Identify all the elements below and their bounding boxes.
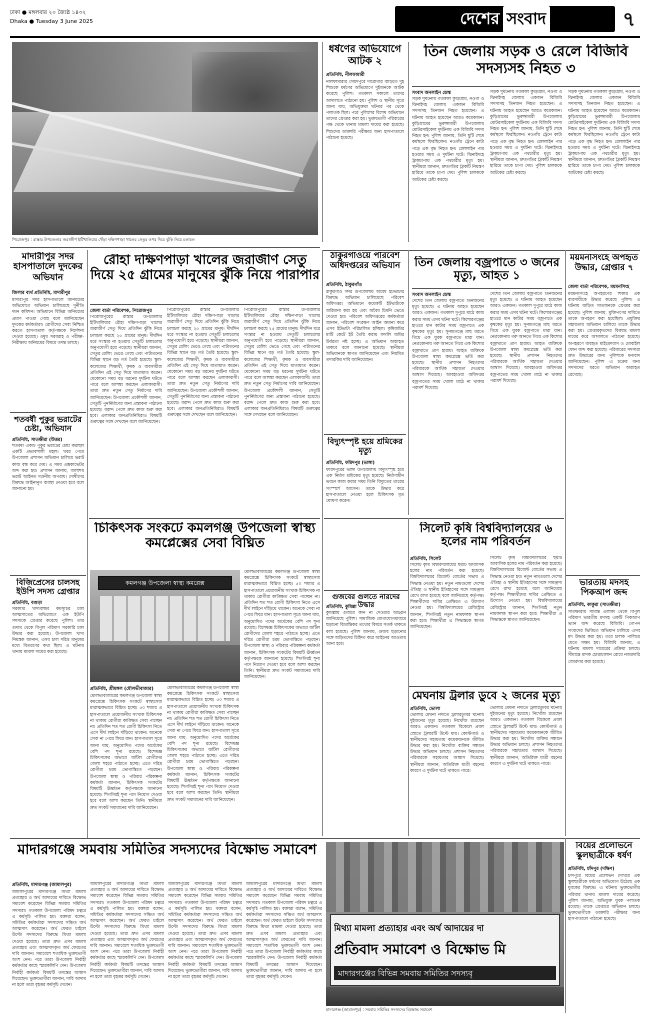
thakurgaon-byline: প্রতিনিধি, ঠাকুরগাঁও bbox=[326, 283, 362, 288]
madaripur-somobay-headline: মাদারগঞ্জে সমবায় সমিতির সদস্যদের বিক্ষোভ সমাবেশ bbox=[17, 842, 317, 858]
section-rule bbox=[89, 518, 320, 519]
kamalganj-photo bbox=[90, 570, 240, 682]
madaripur-somobay-body-col2: জামালপুরের মাদারগঞ্জে মিথ্যা মামলা প্রত্যাহার ও অর্থ আদায়ের দাবিতে বিক্ষোভ সমাবেশ করেছেন বিভিন্ন সমবায় সমিতির সদস্যরা। গতকাল উপজেলা পরিষদ চত্বরে এ কর্মসূচি পালিত হয়। বক্তারা বলেন, সমিতির কর্মকর্তারা সদস্যদের সঞ্চিত অর্থ আত্মসাৎ করেছেন। অর্থ ফেরত চাইলে উল্টো সদস্যদের বিরুদ্ধে মিথ্যা মামলা দেওয়া হয়েছে। তারা দ্রুত এসব মামলা প্রত্যাহার এবং আত্মসাৎকৃত অর্থ ফেরতের দাবি জানান। সমাবেশে শতাধিক ভুক্তভোগী অংশ নেন। পরে তারা উপজেলা নির্বাহী কর্মকর্তার কাছে স্মারকলিপি দেন। উপজেলা নির্বাহী কর্মকর্তা বিষয়টি তদন্তের আশ্বাস দিয়েছেন। ভুক্তভোগীরা জানান, দাবি আদায় না হলে তারা বৃহত্তর কর্মসূচি দেবেন। bbox=[90, 882, 164, 981]
col-divider bbox=[408, 250, 409, 515]
kamalganj-photo-sign: কমলগঞ্জ উপজেলা স্বাস্থ্য কমপ্লেক্স bbox=[125, 580, 205, 587]
biye-byline: প্রতিনিধি, চাঁদপুর (দক্ষিণ) bbox=[568, 867, 615, 872]
guzob-headline: গুজবের গুলতে নারদের উদ্ধার bbox=[332, 593, 400, 610]
guzob-byline: প্রতিনিধি, কুমিল্লা bbox=[326, 605, 357, 610]
masthead bbox=[395, 6, 615, 32]
masthead-part-b: সংবাদ bbox=[503, 6, 550, 33]
bharatiya-mod-headline: ভারতীয় মদসহ পিকআপ জব্দ bbox=[579, 579, 629, 598]
madaripur-hospital-headline: মাদারীপুর সদর হাসপাতালে দুদকের অভিযান bbox=[13, 252, 83, 283]
bharatiya-mod-body: সাতক্ষীরায় সীমান্ত এলাকা থেকে বিপুল পরিমাণ ভারতীয় মদসহ একটি পিকআপ ভ্যান জব্দ করেছে বিজিবি। গোপন সংবাদের ভিত্তিতে অভিযান চালিয়ে এসব মদ উদ্ধার করা হয়। তবে চালক পালিয়ে যেতে সক্ষম হয়। বিজিবি জানায়, এ ঘটনায় মামলা দায়েরের প্রক্রিয়া চলছে। সীমান্তে মাদক চোরাচালান রোধে নজরদারি জোরদার করা হয়েছে। bbox=[568, 610, 640, 665]
section-rule bbox=[324, 434, 406, 435]
mymensingh-headline: ময়মনসিংহে অপহৃত উদ্ধার, গ্রেপ্তার ৭ bbox=[570, 254, 638, 273]
section-rule bbox=[408, 686, 564, 687]
madaripur-hospital-byline: জিলার ব্যর্থ প্রতিনিধি, মাদারীপুর bbox=[12, 291, 71, 296]
pukur-byline: প্রতিনিধি, সাতক্ষীরা (উত্তর) bbox=[12, 438, 63, 443]
section-rule bbox=[322, 250, 640, 251]
biye-headline: বিয়ের প্রলোভনে স্কুলছাত্রীকে ধর্ষণ bbox=[575, 842, 633, 861]
bidyut-body: ফরিদপুরের ভাঙ্গা উপজেলায় বিদ্যুৎস্পৃষ্ট হয়ে এক নির্মাণ শ্রমিকের মৃত্যু হয়েছে। নির্মাণাধীন ভবনে কাজ করার সময় তিনি বিদ্যুতের তারের সংস্পর্শে আসেন। তাকে উদ্ধার করে হাসপাতালে নেওয়া হলে চিকিৎসক মৃত ঘোষণা করেন। bbox=[326, 468, 404, 505]
col-divider bbox=[408, 42, 409, 242]
thakurgaon-body: ঠাকুরগাঁও সদর উপজেলায় অবৈধ ইটভাটার বিরুদ্ধে অভিযান চালিয়েছে পরিবেশ অধিদপ্তর। অভিযানে কয়েকটি ইটভাটাকে জরিমানা করা হয় এবং অবৈধ চিমনি ভেঙে দেওয়া হয়। পরিবেশ অধিদপ্তরের কর্মকর্তারা জানান, পরিবেশ সংরক্ষণ আইন অমান্য করে এসব ইটভাটা পরিচালিত হচ্ছিল। কৃষিজমির মাটি কেটে ইট তৈরি করায় ফসলি জমির উর্বরতা নষ্ট হচ্ছে। এ অভিযান অব্যাহত থাকবে বলে জানানো হয়েছে। স্থানীয়রা অভিযানকে স্বাগত জানিয়েছেন এবং নিয়মিত তদারকির দাবি জানিয়েছেন। bbox=[326, 290, 404, 364]
bojrapat-body-col2: দেশের তিন জেলায় বজ্রপাতে তিনজনের মৃত্যু হয়েছে। এ ঘটনায় আহত হয়েছেন আরও একজন। গতকাল দুপুরে মাঠে কাজ করার সময় এসব ঘটনা ঘটে। কিশোরগঞ্জের হাওরে ধান কাটার সময় বজ্রপাতে এক কৃষকের মৃত্যু হয়। সুনামগঞ্জে মাছ ধরতে গিয়ে এক যুবক বজ্রপাতে মারা যান। নেত্রকোনায় গরু আনতে গিয়ে এক কিশোর বজ্রাঘাতে প্রাণ হারায়। আহত ব্যক্তিকে উপজেলা স্বাস্থ্য কমপ্লেক্সে ভর্তি করা হয়েছে। স্থানীয় প্রশাসন নিহতদের পরিবারকে আর্থিক সহায়তা দেওয়ার আশ্বাস দিয়েছে। আবহাওয়া অধিদপ্তর বজ্রপাতের সময় খোলা মাঠে না থাকার পরামর্শ দিয়েছে। bbox=[490, 292, 562, 384]
tin-jela-sorok-body-col1: সড়ক দুর্ঘটনায় গতকাল কুড়িগ্রাম, নওগাঁ ও ঝিনাইদহ জেলায় একজন বিজিবি সদস্যসহ তিনজন নিহত হয়েছেন। এ ঘটনায় আহত হয়েছেন আরও কয়েকজন। কুড়িগ্রামের ভুরুঙ্গামারী উপজেলায় মোটরসাইকেল দুর্ঘটনায় এক বিজিবি সদস্য নিহত হন। পুলিশ জানায়, তিনি ছুটি শেষে কর্মস্থলে ফিরছিলেন। নওগাঁয় ট্রেনে কাটা পড়ে এক বৃদ্ধ নিহত হন। রেললাইন পার হওয়ার সময় এ দুর্ঘটনা ঘটে। ঝিনাইদহে ট্রাকচাপায় এক পথচারীর মৃত্যু হয়। স্থানীয়রা জানান, দ্রুতগতির ট্রাকটি নিয়ন্ত্রণ হারিয়ে তাকে চাপা দেয়। পুলিশ চালককে আটকের চেষ্টা করছে। bbox=[412, 97, 484, 183]
dharshan-body: নীলফামারীর সৈয়দপুরে দারোগার বাড়িতে দুই শিশুকে ধর্ষণের অভিযোগে দুইজনকে আটক করেছে পুলিশ। গতকাল সকালে তাদের আদালতে পাঠানো হয়। পুলিশ ও স্থানীয় সূত্রে জানা যায়, অভিযুক্তরা ঘটনার পর থেকে পলাতক ছিল। পরে পুলিশের বিশেষ অভিযানে তাদের গ্রেপ্তার করা হয়। ভুক্তভোগী পরিবারের পক্ষ থেকে থানায় মামলা দায়ের করা হয়েছে। শিশুদের ডাক্তারি পরীক্ষার জন্য হাসপাতালে পাঠানো হয়েছে। bbox=[326, 80, 404, 141]
protest-photo-caption: মাদারগঞ্জ (জামালপুর) : সমবায় সমিতির সদস্যদের বিক্ষোভ সমাবেশ bbox=[326, 1007, 433, 1012]
raua-bridge-headline: রৌহা দক্ষিণপাড়া খালের জরাজীর্ণ সেতু দিয়ে ২৫ গ্রামের মানুষের ঝুঁকি নিয়ে পারাপার bbox=[90, 254, 320, 283]
col-divider bbox=[322, 42, 323, 242]
madaripur-somobay-body-col1: জামালপুরের মাদারগঞ্জে মিথ্যা মামলা প্রত্যাহার ও অর্থ আদায়ের দাবিতে বিক্ষোভ সমাবেশ করেছেন বিভিন্ন সমবায় সমিতির সদস্যরা। গতকাল উপজেলা পরিষদ চত্বরে এ কর্মসূচি পালিত হয়। বক্তারা বলেন, সমিতির কর্মকর্তারা সদস্যদের সঞ্চিত অর্থ আত্মসাৎ করেছেন। অর্থ ফেরত চাইলে উল্টো সদস্যদের বিরুদ্ধে মিথ্যা মামলা দেওয়া হয়েছে। তারা দ্রুত এসব মামলা প্রত্যাহার এবং আত্মসাৎকৃত অর্থ ফেরতের দাবি জানান। সমাবেশে শতাধিক ভুক্তভোগী অংশ নেন। পরে তারা উপজেলা নির্বাহী কর্মকর্তার কাছে স্মারকলিপি দেন। উপজেলা নির্বাহী কর্মকর্তা বিষয়টি তদন্তের আশ্বাস দিয়েছেন। ভুক্তভোগীরা জানান, দাবি আদায় না হলে তারা বৃহত্তর কর্মসূচি দেবেন। bbox=[12, 890, 86, 989]
section-rule bbox=[324, 590, 408, 591]
bcs-exam-headline: বিজিপ্রেসের চালসহ ইউপি সদস্য গ্রেপ্তার bbox=[16, 578, 80, 597]
header-date-en: Dhaka ● Tuesday 3 June 2025 bbox=[10, 19, 93, 25]
col-divider bbox=[322, 590, 323, 836]
bidyut-headline: বিদ্যুৎস্পৃষ্ট হয়ে শ্রমিকের মৃত্যু bbox=[327, 437, 403, 456]
mymensingh-body: ময়মনসিংহে অপহরণের শিকার এক ব্যবসায়ীকে উদ্ধার করেছে পুলিশ। এ ঘটনায় জড়িত সাতজনকে গ্রেপ্তার করা হয়েছে। পুলিশ জানায়, মুক্তিপণের দাবিতে তাকে অপহরণ করা হয়েছিল। প্রযুক্তির সহায়তায় অভিযান চালিয়ে তাকে উদ্ধার করা হয়। গ্রেপ্তারকৃতদের বিরুদ্ধে মামলা দায়ের করে আদালতে পাঠানো হয়েছে। অপহরণে ব্যবহৃত মাইক্রোবাস ও মোবাইল ফোন জব্দ করা হয়েছে। পরিবারের সদস্যরা দ্রুত উদ্ধারের জন্য পুলিশকে ধন্যবাদ জানিয়েছেন। পুলিশ এ চক্রের অন্য সদস্যদের ধরতে অভিযান অব্যাহত রেখেছে। bbox=[568, 292, 640, 378]
dharshan-byline: প্রতিনিধি, নীলফামারী bbox=[326, 73, 365, 78]
kamalganj-byline: প্রতিনিধি, শ্রীমঙ্গল (মৌলভীবাজার) bbox=[90, 687, 154, 692]
section-rule bbox=[10, 575, 86, 576]
meghna-body-col1: ভোলার মেঘনা নদীতে ট্রলারডুবির ঘটনায় দুইজনের মৃত্যু হয়েছে। নিখোঁজ রয়েছেন আরও একজন। গতকাল বিকেলে প্রবল স্রোতে ট্রলারটি উল্টে যায়। কোস্টগার্ড ও স্থানীয়দের সহায়তায় কয়েকজনকে জীবিত উদ্ধার করা হয়। নিখোঁজ ব্যক্তির সন্ধানে উদ্ধার অভিযান চলছে। প্রশাসন নিহতদের পরিবারকে সহায়তার আশ্বাস দিয়েছে। স্থানীয়রা জানান, অতিরিক্ত যাত্রী বহনের কারণে এ দুর্ঘটনা ঘটে থাকতে পারে। bbox=[410, 713, 484, 774]
sylhet-body-col1: সিলেট কৃষি বিশ্ববিদ্যালয়ের ছয়টি আবাসিক হলের নাম পরিবর্তন করা হয়েছে। বিশ্ববিদ্যালয়ের রিজেন্ট বোর্ডের সভায় এ সিদ্ধান্ত নেওয়া হয়। নতুন নামগুলো দেশের ঐতিহ্য ও স্থানীয় ইতিহাসের সঙ্গে সামঞ্জস্য রেখে রাখা হয়েছে বলে জানিয়েছে কর্তৃপক্ষ। শিক্ষার্থীদের দাবির প্রেক্ষিতে এ উদ্যোগ নেওয়া হয়। বিশ্ববিদ্যালয়ের রেজিস্ট্রার জানান, শিগগিরই নতুন নামফলক স্থাপন করা হবে। শিক্ষার্থীরা এ সিদ্ধান্তকে স্বাগত জানিয়েছেন। bbox=[410, 563, 484, 631]
tin-jela-sorok-headline: তিন জেলায় সড়ক ও রেলে বিজিবি সদস্যসহ নিহত ৩ bbox=[423, 44, 629, 77]
col-divider bbox=[565, 838, 566, 1013]
bcs-exam-body: সরকারি খাদ্যবান্ধব কর্মসূচির চাল আত্মসাতের অভিযোগে এক ইউপি সদস্যকে গ্রেপ্তার করেছে পুলিশ। তার গুদাম থেকে বিপুল পরিমাণ সরকারি চাল উদ্ধার করা হয়েছে। উপজেলা খাদ্য নিয়ন্ত্রক জানান, এসব চাল দরিদ্র মানুষের মধ্যে বিতরণের কথা ছিল। এ ঘটনায় থানায় মামলা দায়ের করা হয়েছে। bbox=[12, 607, 84, 656]
protest-photo bbox=[326, 842, 564, 1006]
header-rule bbox=[10, 36, 640, 38]
dharshan-headline: ধর্ষণের অভিযোগে আটক ২ bbox=[328, 44, 402, 67]
kamalganj-body-col2: মৌলভীবাজারের কমলগঞ্জ উপজেলা স্বাস্থ্য কমপ্লেক্সে চিকিৎসক সংকটে স্বাস্থ্যসেবা মারাত্মকভাবে বিঘ্নিত হচ্ছে। ৫০ শয্যার এ হাসপাতালে প্রয়োজনীয় সংখ্যক চিকিৎসক না থাকায় রোগীরা কাঙ্ক্ষিত সেবা পাচ্ছেন না। প্রতিদিন শত শত রোগী চিকিৎসা নিতে এসে দীর্ঘ লাইনে দাঁড়িয়ে থাকেন। অনেকে সেবা না পেয়ে ফিরে যান। হাসপাতাল সূত্রে জানা যায়, অনুমোদিত পদের অর্ধেকের বেশি পদ শূন্য রয়েছে। বিশেষজ্ঞ চিকিৎসকের অভাবে জটিল রোগীদের জেলা শহরে পাঠাতে হচ্ছে। এতে দরিদ্র রোগীরা চরম ভোগান্তিতে পড়ছেন। উপজেলা স্বাস্থ্য ও পরিবার পরিকল্পনা কর্মকর্তা জানান, চিকিৎসক সংকটের বিষয়টি ঊর্ধ্বতন কর্তৃপক্ষকে জানানো হয়েছে। শিগগিরই শূন্য পদে নিয়োগ দেওয়া হবে বলে আশা করছেন তিনি। স্থানীয়রা দ্রুত সংকট সমাধানের দাবি জানিয়েছেন। bbox=[167, 686, 239, 803]
tin-jela-sorok-byline: সংবাদ অনলাইন ডেস্ক bbox=[412, 91, 451, 96]
kamalganj-headline: চিকিৎসক সংকটে কমলগঞ্জ উপজেলা স্বাস্থ্য কমপ্লেক্সের সেবা বিঘ্নিত bbox=[94, 522, 316, 551]
meghna-headline: মেঘনায় ট্রলার ডুবে ২ জনের মৃত্যু bbox=[411, 690, 561, 702]
mymensingh-byline: জেলা বার্তা পরিবেশক, ময়মনসিংহ bbox=[568, 285, 630, 290]
meghna-byline: প্রতিনিধি, ভোলা bbox=[410, 707, 441, 712]
col-divider bbox=[322, 250, 323, 590]
tin-jela-sorok-body-col3: সড়ক দুর্ঘটনায় গতকাল কুড়িগ্রাম, নওগাঁ ও ঝিনাইদহ জেলায় একজন বিজিবি সদস্যসহ তিনজন নিহত হয়েছেন। এ ঘটনায় আহত হয়েছেন আরও কয়েকজন। কুড়িগ্রামের ভুরুঙ্গামারী উপজেলায় মোটরসাইকেল দুর্ঘটনায় এক বিজিবি সদস্য নিহত হন। পুলিশ জানায়, তিনি ছুটি শেষে কর্মস্থলে ফিরছিলেন। নওগাঁয় ট্রেনে কাটা পড়ে এক বৃদ্ধ নিহত হন। রেললাইন পার হওয়ার সময় এ দুর্ঘটনা ঘটে। ঝিনাইদহে ট্রাকচাপায় এক পথচারীর মৃত্যু হয়। স্থানীয়রা জানান, দ্রুতগতির ট্রাকটি নিয়ন্ত্রণ হারিয়ে তাকে চাপা দেয়। পুলিশ চালককে আটকের চেষ্টা করছে। bbox=[568, 90, 640, 176]
section-rule bbox=[10, 412, 86, 413]
header-date-bn: ঢাকা ● মঙ্গলবার ২০ জ্যৈষ্ঠ ১৪৩২ bbox=[10, 10, 86, 16]
kamalganj-body-col3: মৌলভীবাজারের কমলগঞ্জ উপজেলা স্বাস্থ্য কমপ্লেক্সে চিকিৎসক সংকটে স্বাস্থ্যসেবা মারাত্মকভাবে বিঘ্নিত হচ্ছে। ৫০ শয্যার এ হাসপাতালে প্রয়োজনীয় সংখ্যক চিকিৎসক না থাকায় রোগীরা কাঙ্ক্ষিত সেবা পাচ্ছেন না। প্রতিদিন শত শত রোগী চিকিৎসা নিতে এসে দীর্ঘ লাইনে দাঁড়িয়ে থাকেন। অনেকে সেবা না পেয়ে ফিরে যান। হাসপাতাল সূত্রে জানা যায়, অনুমোদিত পদের অর্ধেকের বেশি পদ শূন্য রয়েছে। বিশেষজ্ঞ চিকিৎসকের অভাবে জটিল রোগীদের জেলা শহরে পাঠাতে হচ্ছে। এতে দরিদ্র রোগীরা চরম ভোগান্তিতে পড়ছেন। উপজেলা স্বাস্থ্য ও পরিবার পরিকল্পনা কর্মকর্তা জানান, চিকিৎসক সংকটের বিষয়টি ঊর্ধ্বতন কর্তৃপক্ষকে জানানো হয়েছে। শিগগিরই শূন্য পদে নিয়োগ দেওয়া হবে বলে আশা করছেন তিনি। স্থানীয়রা দ্রুত সংকট সমাধানের দাবি জানিয়েছেন। bbox=[244, 570, 320, 681]
thakurgaon-headline: ঠাকুরগাঁওয়ে পরিবেশ অধিদপ্তরের অভিযান bbox=[329, 252, 401, 271]
meghna-body-col2: ভোলার মেঘনা নদীতে ট্রলারডুবির ঘটনায় দুইজনের মৃত্যু হয়েছে। নিখোঁজ রয়েছেন আরও একজন। গতকাল বিকেলে প্রবল স্রোতে ট্রলারটি উল্টে যায়। কোস্টগার্ড ও স্থানীয়দের সহায়তায় কয়েকজনকে জীবিত উদ্ধার করা হয়। নিখোঁজ ব্যক্তির সন্ধানে উদ্ধার অভিযান চলছে। প্রশাসন নিহতদের পরিবারকে সহায়তার আশ্বাস দিয়েছে। স্থানীয়রা জানান, অতিরিক্ত যাত্রী বহনের কারণে এ দুর্ঘটনা ঘটে থাকতে পারে। bbox=[490, 706, 562, 767]
section-rule bbox=[566, 575, 640, 576]
biye-body: চাঁদপুরে বিয়ের প্রলোভন দেখিয়ে এক স্কুলছাত্রীকে ধর্ষণের অভিযোগ উঠেছে এক যুবকের বিরুদ্ধে। এ ঘটনায় ভুক্তভোগীর পরিবার থানায় মামলা দায়ের করেছে। পুলিশ জানায়, অভিযুক্ত যুবক পলাতক রয়েছে। তাকে গ্রেপ্তারে অভিযান চলছে। ভুক্তভোগীকে ডাক্তারি পরীক্ষার জন্য হাসপাতালে পাঠানো হয়েছে। bbox=[568, 874, 640, 923]
raua-bridge-body-col2: পিরোজপুরের রাস্তার উপজেলার ইটিখালিয়ার রৌহা দক্ষিণপাড়া খালের জরাজীর্ণ সেতু দিয়ে প্রতিদিন ঝুঁকি নিয়ে চলাচল করছে ২৫ গ্রামের মানুষ। দীর্ঘদিন ধরে সংস্কার না হওয়ায় সেতুটি চলাচলের অনুপযোগী হয়ে পড়েছে। স্থানীয়রা জানান, সেতুর রেলিং ভেঙে গেছে এবং পাটাতনের বিভিন্ন স্থানে বড় গর্ত তৈরি হয়েছে। স্কুল-কলেজের শিক্ষার্থী, কৃষক ও ব্যবসায়ীরা প্রতিদিন এই সেতু দিয়ে যাতায়াত করেন। যেকোনো সময় বড় ধরনের দুর্ঘটনা ঘটতে পারে বলে আশঙ্কা করছেন এলাকাবাসী। তারা দ্রুত নতুন সেতু নির্মাণের দাবি জানিয়েছেন। উপজেলা প্রকৌশলী জানান, সেতুটি পুনর্নির্মাণের জন্য প্রস্তাবনা পাঠানো হয়েছে। বরাদ্দ পেলে দ্রুত কাজ শুরু করা হবে। এলাকার জনপ্রতিনিধিরাও বিষয়টি গুরুত্বের সঙ্গে দেখছেন বলে জানিয়েছেন। bbox=[167, 308, 239, 419]
protest-banner-line3: মাদারগঞ্জের বিভিন্ন সমবায় সমিতির সদস্যবৃ bbox=[334, 966, 556, 980]
madaripur-somobay-byline: প্রতিনিধি, মাদারগঞ্জ (জামালপুর) bbox=[12, 883, 72, 888]
bidyut-byline: প্রতিনিধি, ফরিদপুর (ভাঙ্গা) bbox=[326, 461, 375, 466]
section-rule bbox=[10, 247, 320, 248]
sylhet-body-col2: সিলেট কৃষি বিশ্ববিদ্যালয়ের ছয়টি আবাসিক হলের নাম পরিবর্তন করা হয়েছে। বিশ্ববিদ্যালয়ের রিজেন্ট বোর্ডের সভায় এ সিদ্ধান্ত নেওয়া হয়। নতুন নামগুলো দেশের ঐতিহ্য ও স্থানীয় ইতিহাসের সঙ্গে সামঞ্জস্য রেখে রাখা হয়েছে বলে জানিয়েছে কর্তৃপক্ষ। শিক্ষার্থীদের দাবির প্রেক্ষিতে এ উদ্যোগ নেওয়া হয়। বিশ্ববিদ্যালয়ের রেজিস্ট্রার জানান, শিগগিরই নতুন নামফলক স্থাপন করা হবে। শিক্ষার্থীরা এ সিদ্ধান্তকে স্বাগত জানিয়েছেন। bbox=[490, 556, 562, 624]
page-header bbox=[10, 6, 640, 34]
pukur-body: শতবর্ষী একটি পুকুর ভরাটের চেষ্টা করছিল একটি প্রভাবশালী মহল। খবর পেয়ে উপজেলা প্রশাসন অভিযান চালিয়ে ভরাট কাজ বন্ধ করে দেয়। এ সময় এক্সকাভেটর জব্দ করা হয়। প্রশাসন জানায়, জলাশয় ভরাট আইনত দণ্ডনীয় অপরাধ। দোষীদের বিরুদ্ধে আইনানুগ ব্যবস্থা নেওয়া হবে বলে জানানো হয়। bbox=[12, 444, 84, 493]
tin-jela-sorok-body-col2: সড়ক দুর্ঘটনায় গতকাল কুড়িগ্রাম, নওগাঁ ও ঝিনাইদহ জেলায় একজন বিজিবি সদস্যসহ তিনজন নিহত হয়েছেন। এ ঘটনায় আহত হয়েছেন আরও কয়েকজন। কুড়িগ্রামের ভুরুঙ্গামারী উপজেলায় মোটরসাইকেল দুর্ঘটনায় এক বিজিবি সদস্য নিহত হন। পুলিশ জানায়, তিনি ছুটি শেষে কর্মস্থলে ফিরছিলেন। নওগাঁয় ট্রেনে কাটা পড়ে এক বৃদ্ধ নিহত হন। রেললাইন পার হওয়ার সময় এ দুর্ঘটনা ঘটে। ঝিনাইদহে ট্রাকচাপায় এক পথচারীর মৃত্যু হয়। স্থানীয়রা জানান, দ্রুতগতির ট্রাকটি নিয়ন্ত্রণ হারিয়ে তাকে চাপা দেয়। পুলিশ চালককে আটকের চেষ্টা করছে। bbox=[490, 90, 562, 176]
bcs-exam-byline: প্রতিনিধি, বগুড়া bbox=[12, 601, 43, 606]
bojrapat-byline: সংবাদ অনলাইন ডেস্ক bbox=[412, 293, 451, 298]
col-divider bbox=[565, 250, 566, 590]
section-rule bbox=[324, 518, 564, 519]
madaripur-somobay-body-col3: জামালপুরের মাদারগঞ্জে মিথ্যা মামলা প্রত্যাহার ও অর্থ আদায়ের দাবিতে বিক্ষোভ সমাবেশ করেছেন বিভিন্ন সমবায় সমিতির সদস্যরা। গতকাল উপজেলা পরিষদ চত্বরে এ কর্মসূচি পালিত হয়। বক্তারা বলেন, সমিতির কর্মকর্তারা সদস্যদের সঞ্চিত অর্থ আত্মসাৎ করেছেন। অর্থ ফেরত চাইলে উল্টো সদস্যদের বিরুদ্ধে মিথ্যা মামলা দেওয়া হয়েছে। তারা দ্রুত এসব মামলা প্রত্যাহার এবং আত্মসাৎকৃত অর্থ ফেরতের দাবি জানান। সমাবেশে শতাধিক ভুক্তভোগী অংশ নেন। পরে তারা উপজেলা নির্বাহী কর্মকর্তার কাছে স্মারকলিপি দেন। উপজেলা নির্বাহী কর্মকর্তা বিষয়টি তদন্তের আশ্বাস দিয়েছেন। ভুক্তভোগীরা জানান, দাবি আদায় না হলে তারা বৃহত্তর কর্মসূচি দেবেন। bbox=[168, 882, 242, 981]
bojrapat-headline: তিন জেলায় বজ্রপাতে ৩ জনের মৃত্যু, আহত ১ bbox=[414, 256, 560, 283]
col-divider bbox=[87, 250, 88, 838]
guzob-body: কুমিল্লায় গুজবে কান না দেওয়ার আহ্বান জানিয়েছে পুলিশ। সামাজিক যোগাযোগমাধ্যমে ছড়ানো বিভ্রান্তিকর তথ্যের বিষয়ে সতর্ক থাকতে বলা হয়েছে। পুলিশ জানায়, গুজব ছড়ানোর সঙ্গে জড়িতদের চিহ্নিত করে আইনের আওতায় আনা হবে। bbox=[326, 611, 406, 648]
protest-banner-line1: মিথ্যা মামলা প্রত্যাহার এবং অর্থ আদায়ের দা bbox=[334, 924, 484, 934]
madaripur-somobay-body-col4: জামালপুরের মাদারগঞ্জে মিথ্যা মামলা প্রত্যাহার ও অর্থ আদায়ের দাবিতে বিক্ষোভ সমাবেশ করেছেন বিভিন্ন সমবায় সমিতির সদস্যরা। গতকাল উপজেলা পরিষদ চত্বরে এ কর্মসূচি পালিত হয়। বক্তারা বলেন, সমিতির কর্মকর্তারা সদস্যদের সঞ্চিত অর্থ আত্মসাৎ করেছেন। অর্থ ফেরত চাইলে উল্টো সদস্যদের বিরুদ্ধে মিথ্যা মামলা দেওয়া হয়েছে। তারা দ্রুত এসব মামলা প্রত্যাহার এবং আত্মসাৎকৃত অর্থ ফেরতের দাবি জানান। সমাবেশে শতাধিক ভুক্তভোগী অংশ নেন। পরে তারা উপজেলা নির্বাহী কর্মকর্তার কাছে স্মারকলিপি দেন। উপজেলা নির্বাহী কর্মকর্তা বিষয়টি তদন্তের আশ্বাস দিয়েছেন। ভুক্তভোগীরা জানান, দাবি আদায় না হলে তারা বৃহত্তর কর্মসূচি দেবেন। bbox=[246, 882, 322, 981]
col-divider bbox=[408, 518, 409, 836]
kamalganj-body-col1: মৌলভীবাজারের কমলগঞ্জ উপজেলা স্বাস্থ্য কমপ্লেক্সে চিকিৎসক সংকটে স্বাস্থ্যসেবা মারাত্মকভাবে বিঘ্নিত হচ্ছে। ৫০ শয্যার এ হাসপাতালে প্রয়োজনীয় সংখ্যক চিকিৎসক না থাকায় রোগীরা কাঙ্ক্ষিত সেবা পাচ্ছেন না। প্রতিদিন শত শত রোগী চিকিৎসা নিতে এসে দীর্ঘ লাইনে দাঁড়িয়ে থাকেন। অনেকে সেবা না পেয়ে ফিরে যান। হাসপাতাল সূত্রে জানা যায়, অনুমোদিত পদের অর্ধেকের বেশি পদ শূন্য রয়েছে। বিশেষজ্ঞ চিকিৎসকের অভাবে জটিল রোগীদের জেলা শহরে পাঠাতে হচ্ছে। এতে দরিদ্র রোগীরা চরম ভোগান্তিতে পড়ছেন। উপজেলা স্বাস্থ্য ও পরিবার পরিকল্পনা কর্মকর্তা জানান, চিকিৎসক সংকটের বিষয়টি ঊর্ধ্বতন কর্তৃপক্ষকে জানানো হয়েছে। শিগগিরই শূন্য পদে নিয়োগ দেওয়া হবে বলে আশা করছেন তিনি। স্থানীয়রা দ্রুত সংকট সমাধানের দাবি জানিয়েছেন। bbox=[90, 694, 162, 811]
headline-rule bbox=[90, 304, 320, 305]
bharatiya-mod-byline: প্রতিনিধি, কাকুরা (সাতক্ষীরা) bbox=[568, 603, 621, 608]
headline-rule bbox=[412, 288, 562, 289]
bridge-photo-caption: পিরোজপুর : রাস্তার উপজেলার জরাজীর্ণ ইটিখালিয়ার খেঁড়া দক্ষিণপাড়া খালের সেতুর ওপর দিয়ে ঝুঁকি নিয়ে চলাচল bbox=[12, 237, 195, 242]
headline-rule bbox=[412, 86, 640, 87]
protest-banner-line2: প্রতিবাদ সমাবেশ ও বিক্ষোভ মি bbox=[334, 942, 506, 958]
raua-bridge-byline: জেলা বার্তা পরিবেশক, পিরোজপুর bbox=[90, 309, 152, 314]
raua-bridge-body-col3: পিরোজপুরের রাস্তার উপজেলার ইটিখালিয়ার রৌহা দক্ষিণপাড়া খালের জরাজীর্ণ সেতু দিয়ে প্রতিদিন ঝুঁকি নিয়ে চলাচল করছে ২৫ গ্রামের মানুষ। দীর্ঘদিন ধরে সংস্কার না হওয়ায় সেতুটি চলাচলের অনুপযোগী হয়ে পড়েছে। স্থানীয়রা জানান, সেতুর রেলিং ভেঙে গেছে এবং পাটাতনের বিভিন্ন স্থানে বড় গর্ত তৈরি হয়েছে। স্কুল-কলেজের শিক্ষার্থী, কৃষক ও ব্যবসায়ীরা প্রতিদিন এই সেতু দিয়ে যাতায়াত করেন। যেকোনো সময় বড় ধরনের দুর্ঘটনা ঘটতে পারে বলে আশঙ্কা করছেন এলাকাবাসী। তারা দ্রুত নতুন সেতু নির্মাণের দাবি জানিয়েছেন। উপজেলা প্রকৌশলী জানান, সেতুটি পুনর্নির্মাণের জন্য প্রস্তাবনা পাঠানো হয়েছে। বরাদ্দ পেলে দ্রুত কাজ শুরু করা হবে। এলাকার জনপ্রতিনিধিরাও বিষয়টি গুরুত্বের সঙ্গে দেখছেন বলে জানিয়েছেন। bbox=[244, 308, 320, 419]
section-rule bbox=[10, 838, 640, 839]
bridge-photo bbox=[12, 42, 318, 235]
madaripur-hospital-body: মাদারীপুর সদর হাসপাতালে অনিয়মের অভিযোগে অভিযান চালিয়েছে দুর্নীতি দমন কমিশন। অভিযানে বিভিন্ন অনিয়মের প্রমাণ পাওয়া গেছে বলে জানিয়েছেন দুদকের কর্মকর্তারা। রোগীদের সেবা নিশ্চিত করতে হাসপাতাল কর্তৃপক্ষকে নির্দেশনা দেওয়া হয়েছে। ওষুধ সরবরাহ ও পরীক্ষা-নিরীক্ষায় অনিয়মের বিষয়ে তদন্ত চলছে। bbox=[12, 298, 84, 347]
raua-bridge-body-col1: পিরোজপুরের রাস্তার উপজেলার ইটিখালিয়ার রৌহা দক্ষিণপাড়া খালের জরাজীর্ণ সেতু দিয়ে প্রতিদিন ঝুঁকি নিয়ে চলাচল করছে ২৫ গ্রামের মানুষ। দীর্ঘদিন ধরে সংস্কার না হওয়ায় সেতুটি চলাচলের অনুপযোগী হয়ে পড়েছে। স্থানীয়রা জানান, সেতুর রেলিং ভেঙে গেছে এবং পাটাতনের বিভিন্ন স্থানে বড় গর্ত তৈরি হয়েছে। স্কুল-কলেজের শিক্ষার্থী, কৃষক ও ব্যবসায়ীরা প্রতিদিন এই সেতু দিয়ে যাতায়াত করেন। যেকোনো সময় বড় ধরনের দুর্ঘটনা ঘটতে পারে বলে আশঙ্কা করছেন এলাকাবাসী। তারা দ্রুত নতুন সেতু নির্মাণের দাবি জানিয়েছেন। উপজেলা প্রকৌশলী জানান, সেতুটি পুনর্নির্মাণের জন্য প্রস্তাবনা পাঠানো হয়েছে। বরাদ্দ পেলে দ্রুত কাজ শুরু করা হবে। এলাকার জনপ্রতিনিধিরাও বিষয়টি গুরুত্বের সঙ্গে দেখছেন বলে জানিয়েছেন। bbox=[90, 315, 162, 426]
page-number: ৭ bbox=[622, 7, 636, 31]
masthead-part-a: দেশের bbox=[459, 8, 500, 28]
pukur-headline: শতবর্ষী পুকুর ভরাটের চেষ্টা, অভিযান bbox=[14, 415, 82, 434]
col-divider bbox=[565, 590, 566, 836]
bojrapat-body-col1: দেশের তিন জেলায় বজ্রপাতে তিনজনের মৃত্যু হয়েছে। এ ঘটনায় আহত হয়েছেন আরও একজন। গতকাল দুপুরে মাঠে কাজ করার সময় এসব ঘটনা ঘটে। কিশোরগঞ্জের হাওরে ধান কাটার সময় বজ্রপাতে এক কৃষকের মৃত্যু হয়। সুনামগঞ্জে মাছ ধরতে গিয়ে এক যুবক বজ্রপাতে মারা যান। নেত্রকোনায় গরু আনতে গিয়ে এক কিশোর বজ্রাঘাতে প্রাণ হারায়। আহত ব্যক্তিকে উপজেলা স্বাস্থ্য কমপ্লেক্সে ভর্তি করা হয়েছে। স্থানীয় প্রশাসন নিহতদের পরিবারকে আর্থিক সহায়তা দেওয়ার আশ্বাস দিয়েছে। আবহাওয়া অধিদপ্তর বজ্রপাতের সময় খোলা মাঠে না থাকার পরামর্শ দিয়েছে। bbox=[412, 299, 484, 391]
sylhet-headline: সিলেট কৃষি বিশ্ববিদ্যালয়ের ৬ হলের নাম পরিবর্তন bbox=[419, 522, 553, 549]
sylhet-byline: প্রতিনিধি, সিলেট bbox=[410, 557, 441, 562]
